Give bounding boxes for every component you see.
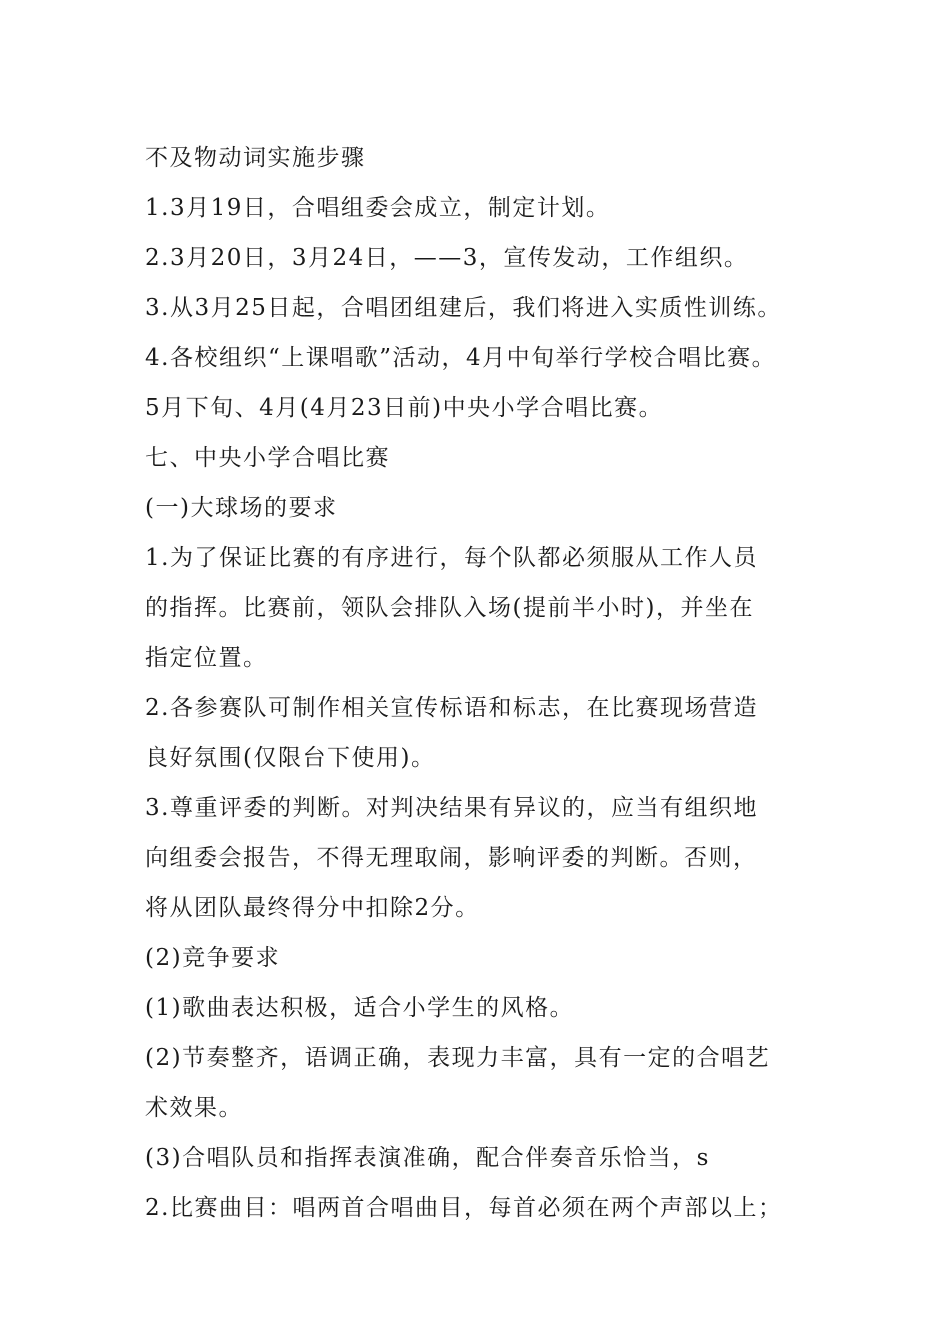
paragraph-line: 2.比赛曲目：唱两首合唱曲目，每首必须在两个声部以上；: [145, 1195, 783, 1221]
section-heading-steps: 不及物动词实施步骤: [145, 145, 366, 171]
step-item-2: 2.3月20日，3月24日，——3，宣传发动，工作组织。: [145, 245, 749, 271]
step-item-5: 5月下旬、4月(4月23日前)中央小学合唱比赛。: [145, 395, 664, 421]
subsection-heading-requirements: (2)竞争要求: [145, 945, 281, 971]
section-heading-competition: 七、中央小学合唱比赛: [145, 445, 390, 471]
paragraph-line: (1)歌曲表达积极，适合小学生的风格。: [145, 995, 575, 1021]
subsection-heading-venue: (一)大球场的要求: [145, 495, 338, 521]
step-item-4: 4.各校组织“上课唱歌”活动，4月中旬举行学校合唱比赛。: [145, 345, 777, 371]
paragraph-line: (2)节奏整齐，语调正确，表现力丰富，具有一定的合唱艺: [145, 1045, 771, 1071]
paragraph-line: 3.尊重评委的判断。对判决结果有异议的，应当有组织地: [145, 795, 758, 821]
paragraph-line: 将从团队最终得分中扣除2分。: [145, 895, 480, 921]
paragraph-line: (3)合唱队员和指挥表演准确，配合伴奏音乐恰当，s: [145, 1145, 710, 1171]
paragraph-line: 的指挥。比赛前，领队会排队入场(提前半小时)，并坐在: [145, 595, 754, 621]
document-body: [145, 133, 825, 1233]
paragraph-line: 1.为了保证比赛的有序进行，每个队都必须服从工作人员: [145, 545, 758, 571]
paragraph-line: 良好氛围(仅限台下使用)。: [145, 745, 436, 771]
paragraph-line: 2.各参赛队可制作相关宣传标语和标志，在比赛现场营造: [145, 695, 758, 721]
step-item-3: 3.从3月25日起，合唱团组建后，我们将进入实质性训练。: [145, 295, 782, 321]
paragraph-line: 术效果。: [145, 1095, 243, 1121]
paragraph-line: 指定位置。: [145, 645, 268, 671]
paragraph-line: 向组委会报告，不得无理取闹，影响评委的判断。否则，: [145, 845, 758, 871]
step-item-1: 1.3月19日，合唱组委会成立，制定计划。: [145, 195, 611, 221]
